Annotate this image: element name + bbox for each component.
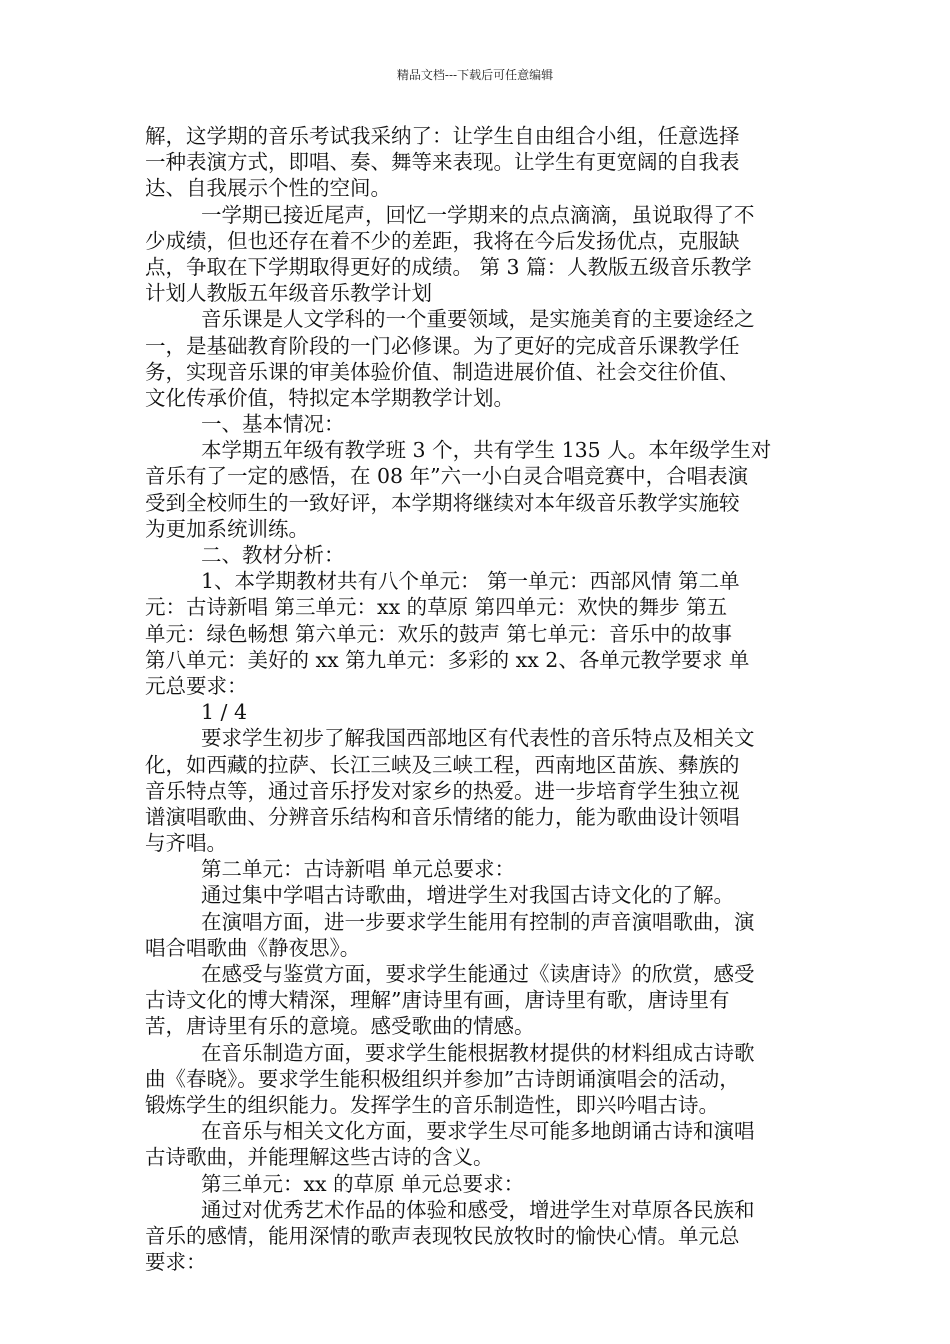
text-line: 本学期五年级有教学班 3 个，共有学生 135 人。本年级学生对 (201, 438, 772, 463)
text-line: 二、教材分析： (201, 543, 345, 567)
text-line: 受到全校师生的一致好评，本学期将继续对本年级音乐教学实施较 (145, 490, 740, 515)
text-line: 锻炼学生的组织能力。发挥学生的音乐制造性，即兴吟唱古诗。 (145, 1092, 719, 1117)
text-line: 音乐特点等，通过音乐抒发对家乡的热爱。进一步培育学生独立视 (145, 778, 740, 803)
text-line: 一、基本情况： (201, 412, 345, 437)
text-line: 一，是基础教育阶段的一门必修课。为了更好的完成音乐课教学任 (145, 333, 740, 358)
text-line: 一学期已接近尾声，回忆一学期来的点点滴滴，虽说取得了不 (201, 202, 755, 227)
text-line: 第八单元：美好的 xx 第九单元：多彩的 xx 2、各单元教学要求 单 (145, 647, 750, 672)
text-line: 一种表演方式，即唱、奏、舞等来表现。让学生有更宽阔的自我表 (145, 150, 740, 175)
text-line: 通过集中学唱古诗歌曲，增进学生对我国古诗文化的了解。 (201, 883, 734, 908)
text-line: 1、本学期教材共有八个单元： 第一单元：西部风情 第二单 (201, 569, 740, 594)
text-line: 在感受与鉴赏方面，要求学生能通过《读唐诗》的欣赏，感受 (201, 962, 755, 986)
text-line: 务，实现音乐课的审美体验价值、制造进展价值、社会交往价值、 (145, 359, 740, 384)
text-line: 在音乐与相关文化方面，要求学生尽可能多地朗诵古诗和演唱 (201, 1119, 755, 1144)
text-line: 要求学生初步了解我国西部地区有代表性的音乐特点及相关文 (201, 726, 755, 751)
text-line: 化，如西藏的拉萨、长江三峡及三峡工程，西南地区苗族、彝族的 (145, 752, 740, 777)
text-line: 1 / 4 (201, 700, 248, 725)
text-line: 计划人教版五年级音乐教学计划 (145, 281, 432, 306)
text-line: 音乐的感情，能用深情的歌声表现牧民放牧时的愉快心情。单元总 (145, 1223, 740, 1248)
text-line: 要求： (145, 1250, 207, 1275)
text-line: 古诗文化的博大精深，理解”唐诗里有画，唐诗里有歌，唐诗里有 (145, 988, 730, 1013)
text-line: 为更加系统训练。 (145, 516, 309, 541)
text-line: 古诗歌曲，并能理解这些古诗的含义。 (145, 1145, 494, 1170)
text-line: 谱演唱歌曲、分辨音乐结构和音乐情绪的能力，能为歌曲设计领唱 (145, 804, 740, 829)
text-line: 第三单元：xx 的草原 单元总要求： (201, 1171, 525, 1196)
document-body (145, 123, 817, 1275)
text-line: 通过对优秀艺术作品的体验和感受，增进学生对草原各民族和 (201, 1197, 755, 1222)
text-line: 与齐唱。 (145, 831, 227, 856)
text-line: 第二单元：古诗新唱 单元总要求： (201, 857, 516, 882)
page-header: 精品文档---下载后可任意编辑 (396, 68, 554, 82)
text-line: 解，这学期的音乐考试我采纳了：让学生自由组合小组，任意选择 (145, 124, 740, 148)
text-line: 达、自我展示个性的空间。 (145, 176, 391, 201)
text-line: 点，争取在下学期取得更好的成绩。 第 3 篇：人教版五级音乐教学 (145, 254, 752, 279)
text-line: 文化传承价值，特拟定本学期教学计划。 (145, 385, 514, 410)
text-line: 音乐有了一定的感悟，在 08 年”六一小白灵合唱竞赛中，合唱表演 (145, 464, 749, 489)
text-line: 在演唱方面，进一步要求学生能用有控制的声音演唱歌曲，演 (201, 909, 755, 934)
text-line: 苦，唐诗里有乐的意境。感受歌曲的情感。 (145, 1014, 535, 1039)
text-line: 少成绩，但也还存在着不少的差距，我将在今后发扬优点，克服缺 (145, 228, 740, 253)
text-line: 元：古诗新唱 第三单元：xx 的草原 第四单元：欢快的舞步 第五 (145, 595, 728, 620)
text-line: 元总要求： (145, 673, 248, 698)
text-line: 在音乐制造方面，要求学生能根据教材提供的材料组成古诗歌 (201, 1040, 755, 1065)
text-line: 唱合唱歌曲《静夜思》。 (145, 935, 361, 960)
text-line: 单元：绿色畅想 第六单元：欢乐的鼓声 第七单元：音乐中的故事 (145, 621, 733, 646)
text-line: 曲《春晓》。要求学生能积极组织并参加”古诗朗诵演唱会的活动， (145, 1066, 740, 1091)
text-line: 音乐课是人文学科的一个重要领域，是实施美育的主要途经之 (201, 307, 755, 332)
